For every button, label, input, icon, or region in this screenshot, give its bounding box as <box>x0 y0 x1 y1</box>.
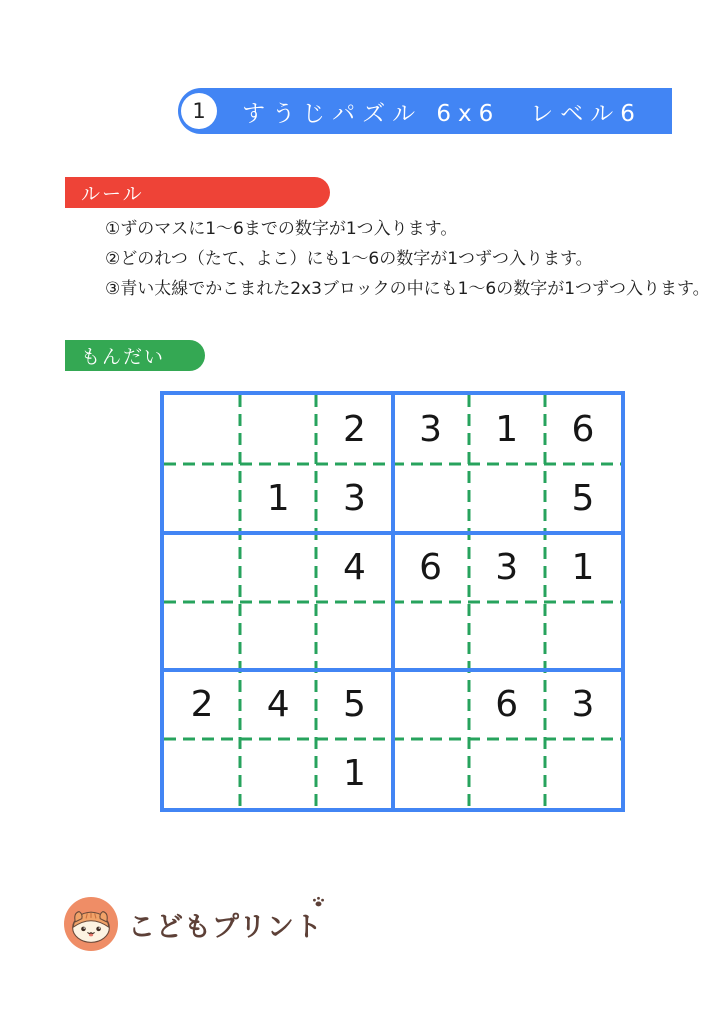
grid-cell: 6 <box>419 546 443 588</box>
grid-cell: 1 <box>495 408 519 450</box>
grid-cell <box>545 602 621 671</box>
grid-cell <box>240 395 316 464</box>
paw-icon <box>312 895 325 908</box>
grid-cell: 3 <box>342 477 366 519</box>
rules-heading <box>65 177 330 208</box>
grid-cell: 1 <box>266 477 290 519</box>
grid-cell <box>392 602 468 671</box>
grid-cell: 3 <box>419 408 443 450</box>
grid-cell <box>164 739 240 808</box>
title-banner <box>178 88 672 134</box>
rules-list <box>105 214 710 304</box>
grid-cell <box>392 670 468 739</box>
grid-cell: 3 <box>571 684 595 726</box>
grid-cell <box>164 395 240 464</box>
puzzle-grid <box>160 391 625 812</box>
grid-cell <box>469 602 545 671</box>
puzzle-number-badge <box>181 93 217 129</box>
grid-cell: 2 <box>190 684 214 726</box>
brand-footer <box>64 897 323 951</box>
grid-cell: 5 <box>571 477 595 519</box>
grid-cell: 3 <box>495 546 519 588</box>
grid-cell <box>392 739 468 808</box>
grid-cell <box>164 602 240 671</box>
page-title: すうじパズル 6x6 レベル6 <box>242 100 642 127</box>
grid-cell <box>164 533 240 602</box>
grid-cell <box>240 739 316 808</box>
grid-cell: 4 <box>266 684 290 726</box>
grid-cell <box>545 739 621 808</box>
grid-cell <box>164 464 240 533</box>
problem-heading <box>65 340 205 371</box>
grid-cell <box>469 739 545 808</box>
rule-item: ②どのれつ（たて、よこ）にも1〜6の数字が1つずつ入ります。 <box>105 249 593 269</box>
rules-label: ルール <box>81 183 144 205</box>
grid-cell <box>392 464 468 533</box>
brand-name: こどもプリント <box>128 905 323 944</box>
grid-cell <box>240 533 316 602</box>
grid-cell: 1 <box>342 753 366 795</box>
puzzle-number: 1 <box>192 99 206 123</box>
grid-cell: 6 <box>571 408 595 450</box>
grid-cell: 5 <box>342 684 366 726</box>
grid-cell: 1 <box>571 546 595 588</box>
cat-logo-icon <box>64 897 118 951</box>
grid-cell <box>316 602 392 671</box>
rule-item: ①ずのマスに1〜6までの数字が1つ入ります。 <box>105 219 458 239</box>
rule-item: ③青い太線でかこまれた2x3ブロックの中にも1〜6の数字が1つずつ入ります。 <box>105 279 710 299</box>
grid-cell: 4 <box>342 546 366 588</box>
grid-cell: 6 <box>495 684 519 726</box>
problem-label: もんだい <box>81 346 166 368</box>
grid-cell: 2 <box>342 408 366 450</box>
grid-cell <box>469 464 545 533</box>
grid-cell <box>240 602 316 671</box>
